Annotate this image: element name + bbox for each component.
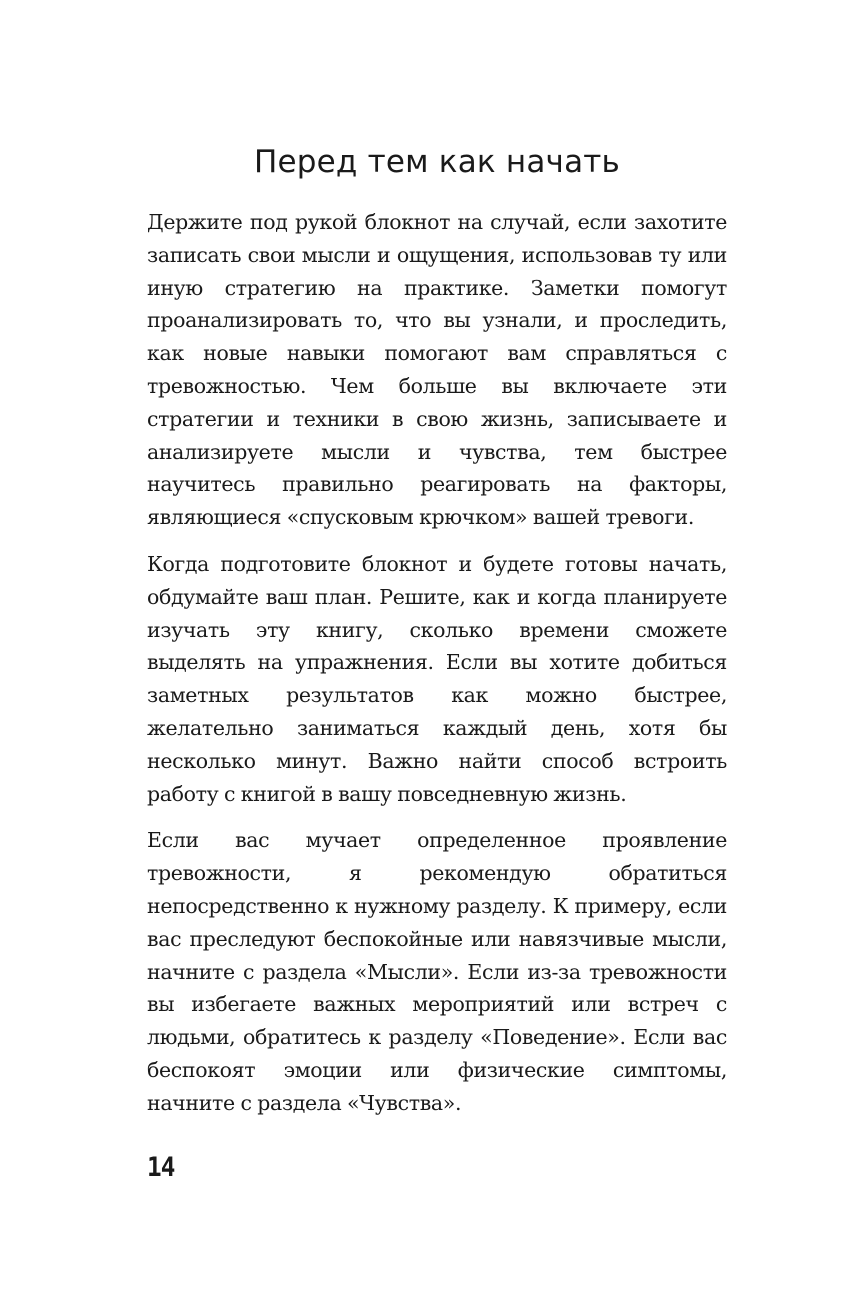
paragraph-3: Если вас мучает определенное проявление тревожности, я рекомендую обратиться непосредственно к нужному разделу. К примеру, если вас преследуют беспокойные или навязчивые мысли, начните с раздела «Мысли». Если из-за тревожности вы избегаете важных мероприятий или встреч с людьми, обратитесь к разделу «Поведение». Если вас беспокоят эмоции или физические симптомы, начните с раздела «Чувства».: [147, 828, 727, 1115]
page-number: 14: [147, 1152, 175, 1183]
paragraph-1: Держите под рукой блокнот на случай, если захотите записать свои мысли и ощущения, использовав ту или иную стратегию на практике. Заметки помогут проанализировать то, что вы узнали, и проследить, как новые навыки помогают вам справляться с тревожностью. Чем больше вы включаете эти стратегии и техники в свою жизнь, записываете и анализируете мысли и чувства, тем быстрее научитесь правильно реагировать на факторы, являющиеся «спусковым крючком» вашей тревоги.: [147, 210, 727, 530]
chapter-title: Перед тем как начать: [254, 144, 620, 180]
paragraph-2: Когда подготовите блокнот и будете готовы начать, обдумайте ваш план. Решите, как и когда планируете изучать эту книгу, сколько времени сможете выделять на упражнения. Если вы хотите добиться заметных результатов как можно быстрее, желательно заниматься каждый день, хотя бы несколько минут. Важно найти способ встроить работу с книгой в вашу повседневную жизнь.: [147, 551, 727, 806]
body-text: [147, 206, 727, 1134]
